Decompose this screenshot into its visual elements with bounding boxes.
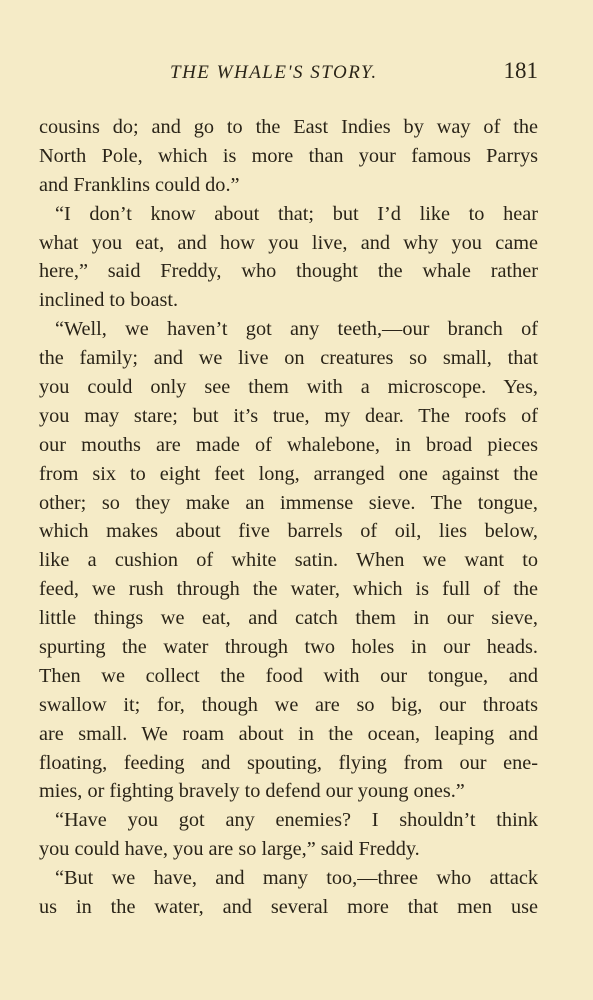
text-line: and Franklins could do.” <box>39 173 240 196</box>
text-line: inclined to boast. <box>39 289 179 312</box>
page-number: 181 <box>503 58 538 83</box>
text-line: what you eat, and how you live, and why you came <box>39 231 538 254</box>
text-line: “I don’t know about that; but I’d like to hear <box>55 202 538 225</box>
text-line: you may stare; but it’s true, my dear. The roofs of <box>39 404 538 427</box>
text-line: feed, we rush through the water, which is full of the <box>39 578 538 601</box>
text-line: like a cushion of white satin. When we want to <box>39 549 538 572</box>
text-line: other; so they make an immense sieve. The tongue, <box>39 491 538 514</box>
text-line: us in the water, and several more that men use <box>39 896 538 919</box>
text-line: cousins do; and go to the East Indies by way of the <box>39 116 538 138</box>
text-line: North Pole, which is more than your famous Parrys <box>39 144 538 167</box>
text-line: “Have you got any enemies? I shouldn’t think <box>55 809 538 832</box>
text-line: Then we collect the food with our tongue, and <box>39 664 538 687</box>
text-line: “But we have, and many too,—three who attack <box>55 867 538 890</box>
text-line: the family; and we live on creatures so small, that <box>39 347 538 370</box>
text-line: which makes about five barrels of oil, lies below, <box>39 520 538 543</box>
text-line: little things we eat, and catch them in our sieve, <box>39 607 538 630</box>
text-line: spurting the water through two holes in our heads. <box>39 636 538 659</box>
text-line: here,” said Freddy, who thought the whale rather <box>39 260 538 283</box>
text-line: floating, feeding and spouting, flying from our ene- <box>39 751 538 774</box>
body-text <box>39 113 538 922</box>
text-line: you could only see them with a microscope. Yes, <box>39 376 538 399</box>
text-line: you could have, you are so large,” said Freddy. <box>39 838 420 861</box>
text-line: our mouths are made of whalebone, in broad pieces <box>39 433 538 456</box>
page-header <box>40 58 538 92</box>
text-line: are small. We roam about in the ocean, leaping and <box>39 722 538 745</box>
text-line: swallow it; for, though we are so big, our throats <box>39 693 538 716</box>
text-line: from six to eight feet long, arranged one against the <box>39 462 538 485</box>
text-line: “Well, we haven’t got any teeth,—our branch of <box>55 318 538 341</box>
running-title: THE WHALE'S STORY. <box>170 62 378 83</box>
text-line: mies, or fighting bravely to defend our young ones.” <box>39 780 465 803</box>
